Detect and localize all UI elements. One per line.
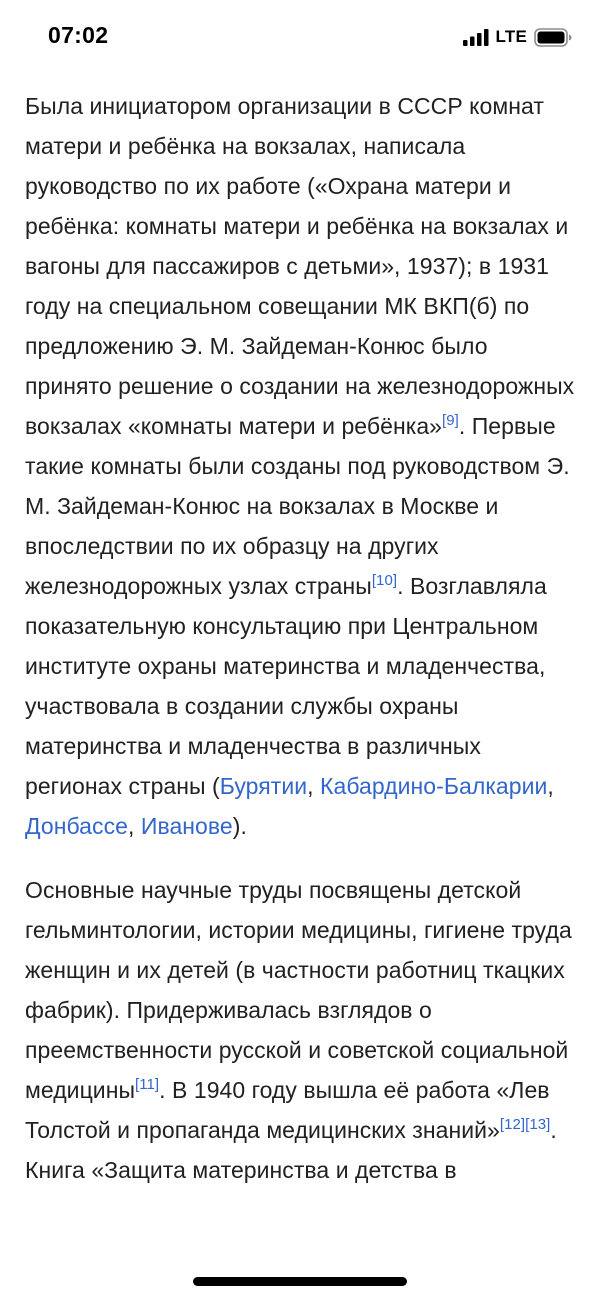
reference-link[interactable]: [9] — [442, 412, 459, 429]
paragraph-text: Была инициатором организации в СССР комнат матери и ребёнка на вокзалах, написала руководство по их работе («Охрана матери и ребёнка: комнаты матери и ребёнка на вокзалах и вагоны для пассажиров с детьми», 1937); в 1931 году на специальном совещании МК ВКП(б) по предложению Э. М. Зайдеман-Конюс было принято решение о создании на железнодорожных вокзалах «комнаты матери и ребёнка» — [25, 93, 575, 439]
reference-link[interactable]: [13] — [525, 1116, 551, 1133]
network-type-label: LTE — [495, 27, 527, 46]
wiki-link-donbass[interactable]: Донбассе — [25, 813, 128, 839]
separator-text: , — [307, 773, 321, 799]
paragraph-text: . В 1940 году вышла её работа «Лев Толстой и пропаганда медицинских знаний» — [25, 1077, 550, 1143]
home-indicator[interactable] — [193, 1277, 407, 1286]
status-indicators — [463, 27, 572, 47]
cellular-signal-icon — [463, 29, 489, 46]
article-body — [25, 86, 580, 1190]
reference-link[interactable]: [11] — [135, 1076, 160, 1093]
status-bar — [0, 0, 600, 78]
reference-link[interactable]: [12] — [499, 1116, 526, 1133]
paragraph-text: . Возглавляла показательную консультацию при Центральном институте охраны материнства и младенчества, участвовала в создании службы охраны материнства и младенчества в различных регионах страны ( — [25, 573, 547, 799]
article-paragraph — [25, 870, 580, 1190]
paragraph-text: ). — [232, 813, 247, 839]
reference-link[interactable]: [10] — [371, 572, 398, 589]
separator-text: , — [127, 813, 141, 839]
battery-icon — [534, 28, 572, 47]
wiki-link-buryatia[interactable]: Бурятии — [219, 773, 308, 799]
article-paragraph — [25, 86, 580, 846]
status-time: 07:02 — [48, 22, 109, 48]
wiki-link-kabardino-balkaria[interactable]: Кабардино-Балкарии — [320, 773, 548, 799]
paragraph-text: Основные научные труды посвящены детской гельминтологии, истории медицины, гигиене труда женщин и их детей (в частности работниц ткацких фабрик). Придерживалась взглядов о преемственности русской и советской социальной медицины — [25, 877, 572, 1103]
wiki-link-ivanovo[interactable]: Иванове — [140, 813, 233, 839]
separator-text: , — [547, 773, 554, 799]
paragraph-text: . Книга «Защита материнства и детства в — [25, 1117, 557, 1183]
paragraph-text: . Первые такие комнаты были созданы под руководством Э. М. Зайдеман-Конюс на вокзалах в Москве и впоследствии по их образцу на других железнодорожных узлах страны — [25, 413, 570, 599]
